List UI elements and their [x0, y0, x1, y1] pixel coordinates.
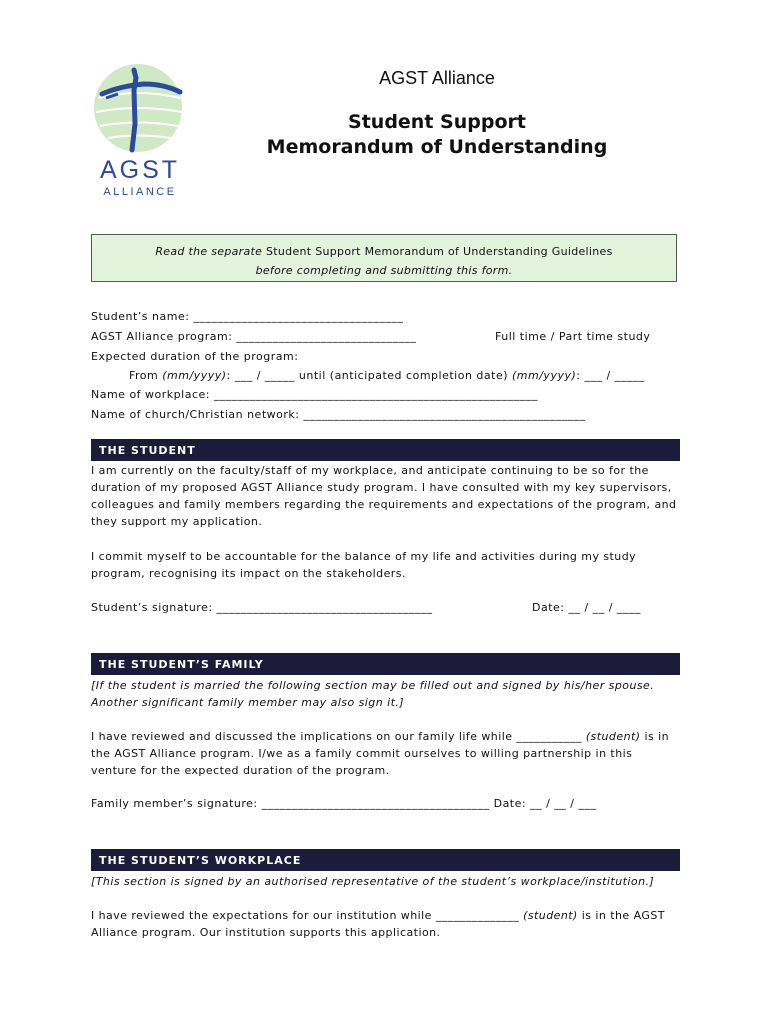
notice-prefix: Read the separate [155, 245, 263, 258]
student-date-field[interactable]: Date: __ / __ / ____ [532, 601, 641, 614]
workplace-statement-b: is in the AGST Alliance program. Our institution supports this application. [91, 909, 665, 939]
workplace-statement [91, 907, 681, 941]
student-signature-field[interactable]: Student’s signature: ____________________________________ [91, 601, 433, 614]
until-blanks: : ___ / _____ [576, 369, 645, 382]
workplace-statement-a: I have reviewed the expectations for our institution while ______________ [91, 909, 524, 922]
expected-duration-label: Expected duration of the program: [91, 350, 299, 363]
family-note: [If the student is married the following section may be filled out and signed by his/her spouse. Another significant family member may also sign it.] [91, 679, 655, 709]
agst-alliance-logo [88, 64, 192, 204]
study-mode-option[interactable]: Full time / Part time study [495, 330, 651, 343]
from-format: (mm/yyyy) [162, 369, 227, 382]
duration-dates-field[interactable] [129, 369, 645, 382]
workplace-student-label: (student) [523, 909, 578, 922]
until-format: (mm/yyyy) [512, 369, 577, 382]
student-statement: I am currently on the faculty/staff of my workplace, and anticipate continuing to be so for the duration of my proposed AGST Alliance study program. I have consulted with my key supervisors, colleagues and family members regarding the requirements and expectations of the program, and they support my application. [91, 464, 677, 528]
church-field[interactable]: Name of church/Christian network: _______________________________________________ [91, 408, 586, 421]
from-label: From [129, 369, 163, 382]
title-line-1: Student Support [348, 111, 526, 133]
form-title [200, 110, 674, 160]
program-field[interactable]: AGST Alliance program: ______________________________ [91, 330, 417, 343]
from-blanks: : ___ / _____ until (anticipated completion date) [226, 369, 512, 382]
family-statement-a: I have reviewed and discussed the implications on our family life while ___________ [91, 730, 586, 743]
title-line-2: Memorandum of Understanding [266, 136, 608, 158]
family-student-label: (student) [585, 730, 641, 743]
student-name-field[interactable]: Student’s name: ___________________________________ [91, 310, 404, 323]
workplace-field[interactable]: Name of workplace: ______________________________________________________ [91, 388, 538, 401]
family-statement [91, 728, 681, 779]
section-heading-workplace: THE STUDENT’S WORKPLACE [91, 849, 680, 871]
notice-line-1 [92, 245, 676, 258]
family-signature-field[interactable]: Family member’s signature: ______________________________________ Date: __ / __ / ___ [91, 797, 597, 810]
notice-line-2: before completing and submitting this form. [255, 264, 513, 277]
family-statement-b: is in the AGST Alliance program. I/we as a family commit ourselves to willing partnership in this venture for the expected duration of the program. [91, 730, 670, 777]
section-heading-family: THE STUDENT’S FAMILY [91, 653, 680, 675]
logo-subtext: ALLIANCE [103, 186, 177, 198]
student-commitment: I commit myself to be accountable for the balance of my life and activities during my study program, recognising its impact on the stakeholders. [91, 550, 637, 580]
cross-logo-icon [88, 64, 192, 159]
notice-guidelines: Student Support Memorandum of Understanding Guidelines [262, 245, 613, 258]
guidelines-notice [91, 234, 677, 282]
logo-wordmark: AGST [99, 156, 181, 184]
workplace-note: [This section is signed by an authorised representative of the student’s workplace/institution.] [91, 875, 655, 888]
section-heading-student: THE STUDENT [91, 439, 680, 461]
org-name: AGST Alliance [379, 68, 495, 88]
